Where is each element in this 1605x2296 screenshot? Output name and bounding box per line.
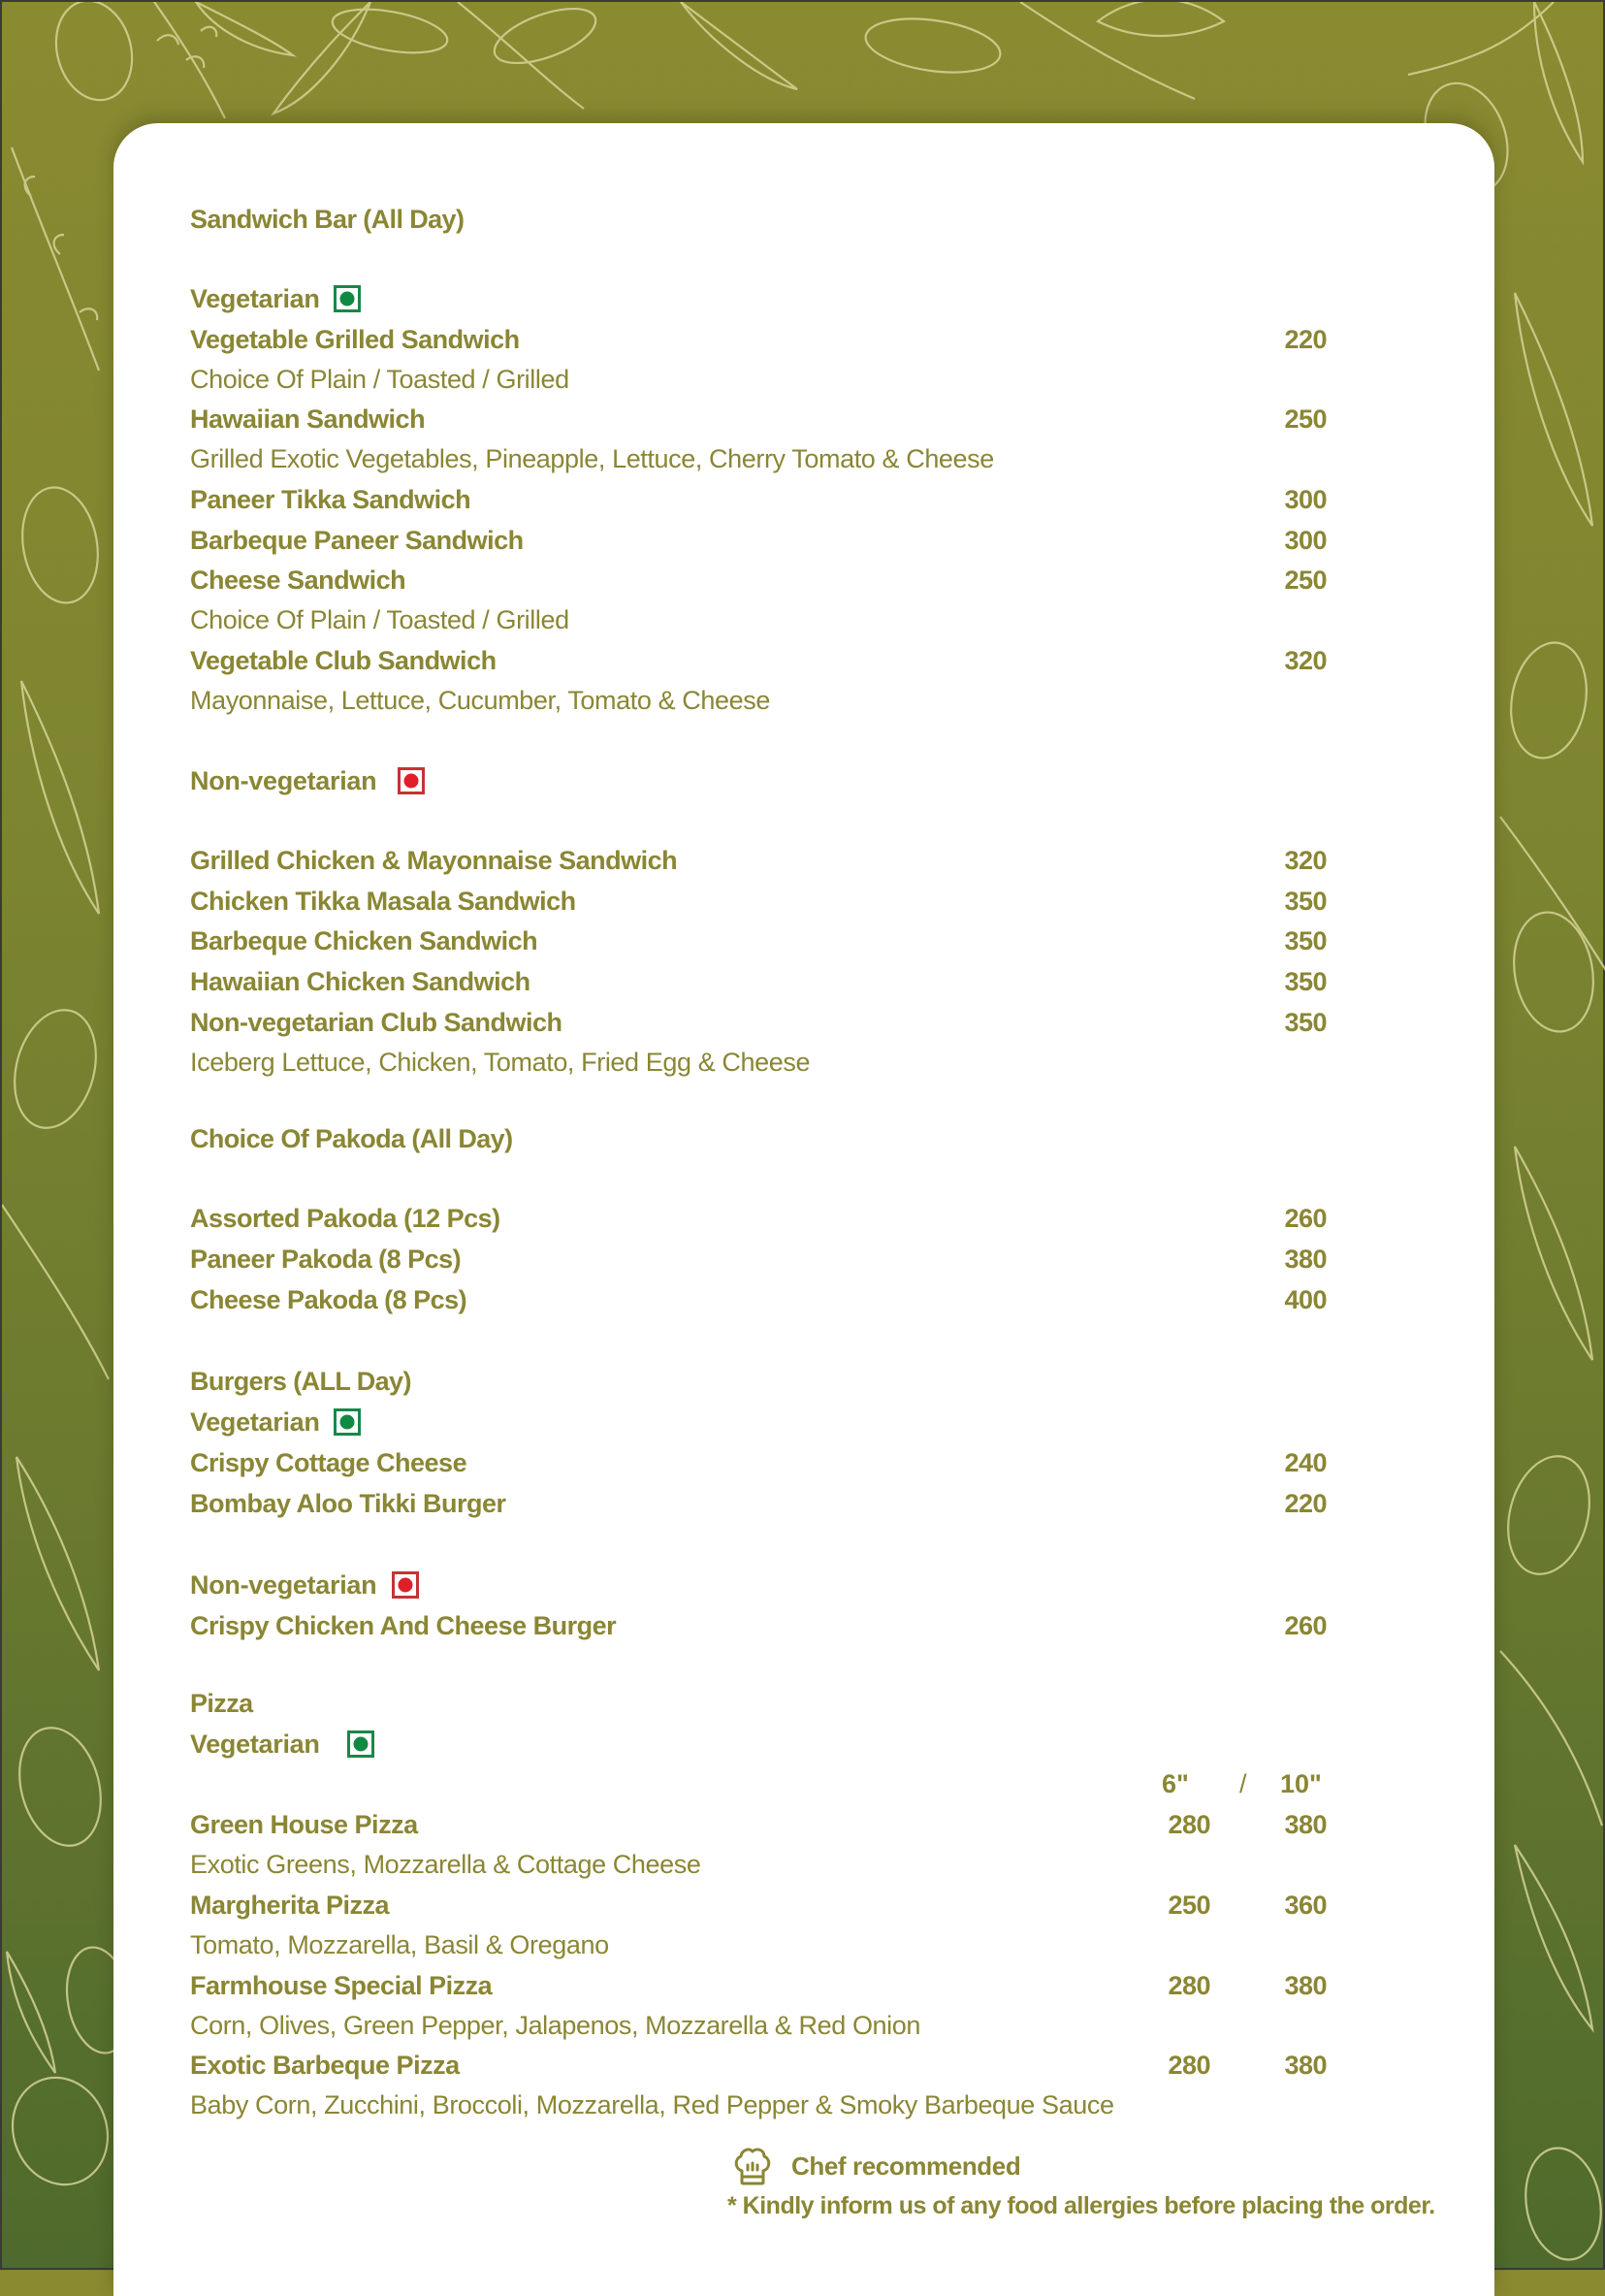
menu-item-price-large: 380 xyxy=(1284,1971,1327,2000)
menu-item-price: 320 xyxy=(1284,846,1327,875)
section-title-sandwich: Sandwich Bar (All Day) xyxy=(190,205,465,234)
menu-item-name: Crispy Chicken And Cheese Burger xyxy=(190,1611,617,1640)
menu-item-name: Crispy Cottage Cheese xyxy=(190,1448,467,1477)
menu-item-price: 320 xyxy=(1284,646,1327,675)
burgers-nonveg-header xyxy=(190,1568,419,1601)
diet-label: Non-vegetarian xyxy=(190,766,377,795)
menu-item-name: Hawaiian Sandwich xyxy=(190,404,426,434)
section-title-pizza: Pizza xyxy=(190,1689,253,1718)
menu-item-desc: Iceberg Lettuce, Chicken, Tomato, Fried Egg & Cheese xyxy=(190,1048,811,1077)
menu-item-name: Cheese Sandwich xyxy=(190,566,406,595)
nonveg-icon xyxy=(398,767,425,794)
menu-item-name: Paneer Tikka Sandwich xyxy=(190,485,471,514)
menu-item-price: 380 xyxy=(1284,1245,1327,1274)
menu-item-price-large: 360 xyxy=(1284,1891,1327,1920)
diet-label: Non-vegetarian xyxy=(190,1570,377,1600)
size-small-header: 6" xyxy=(1162,1769,1189,1798)
menu-item-name: Barbeque Paneer Sandwich xyxy=(190,526,524,555)
diet-label: Vegetarian xyxy=(190,284,320,313)
sandwich-veg-header xyxy=(190,282,361,315)
menu-item-price-small: 250 xyxy=(1168,1891,1210,1920)
size-large-header: 10" xyxy=(1280,1769,1322,1798)
chef-recommended-label: Chef recommended xyxy=(791,2150,1021,2181)
menu-item-price: 220 xyxy=(1284,1489,1327,1518)
chef-hat-icon xyxy=(733,2146,772,2186)
menu-item-price: 250 xyxy=(1284,566,1327,595)
menu-item-price: 260 xyxy=(1284,1611,1327,1640)
menu-item-desc: Mayonnaise, Lettuce, Cucumber, Tomato & Cheese xyxy=(190,686,770,715)
veg-icon xyxy=(347,1730,374,1758)
diet-label: Vegetarian xyxy=(190,1730,320,1759)
menu-item-desc: Choice Of Plain / Toasted / Grilled xyxy=(190,365,569,394)
menu-item-price-small: 280 xyxy=(1168,2051,1210,2080)
menu-item-price: 240 xyxy=(1284,1448,1327,1477)
size-separator: / xyxy=(1239,1769,1247,1798)
menu-item-name: Non-vegetarian Club Sandwich xyxy=(190,1008,562,1037)
menu-item-name: Farmhouse Special Pizza xyxy=(190,1971,493,2000)
menu-item-price: 300 xyxy=(1284,485,1327,514)
nonveg-icon xyxy=(392,1571,419,1599)
chef-recommended-legend xyxy=(733,2146,1020,2186)
menu-item-price-large: 380 xyxy=(1284,2051,1327,2080)
menu-item-name: Vegetable Grilled Sandwich xyxy=(190,325,520,354)
menu-item-desc: Exotic Greens, Mozzarella & Cottage Cheese xyxy=(190,1850,701,1879)
menu-item-desc: Corn, Olives, Green Pepper, Jalapenos, Mozzarella & Red Onion xyxy=(190,2011,920,2040)
section-title-pakoda: Choice Of Pakoda (All Day) xyxy=(190,1124,513,1153)
veg-icon xyxy=(334,285,361,312)
burgers-veg-header xyxy=(190,1406,361,1439)
menu-item-price-small: 280 xyxy=(1168,1971,1210,2000)
veg-icon xyxy=(334,1408,361,1436)
menu-item-name: Vegetable Club Sandwich xyxy=(190,646,497,675)
menu-item-name: Paneer Pakoda (8 Pcs) xyxy=(190,1245,462,1274)
menu-item-name: Bombay Aloo Tikki Burger xyxy=(190,1489,506,1518)
menu-item-desc: Grilled Exotic Vegetables, Pineapple, Lettuce, Cherry Tomato & Cheese xyxy=(190,444,994,473)
menu-item-price-small: 280 xyxy=(1168,1810,1210,1839)
menu-item-price: 300 xyxy=(1284,526,1327,555)
menu-item-name: Grilled Chicken & Mayonnaise Sandwich xyxy=(190,846,678,875)
menu-item-price: 350 xyxy=(1284,887,1327,916)
menu-item-name: Green House Pizza xyxy=(190,1810,418,1839)
menu-item-price: 350 xyxy=(1284,967,1327,996)
menu-item-desc: Choice Of Plain / Toasted / Grilled xyxy=(190,605,569,634)
menu-item-name: Exotic Barbeque Pizza xyxy=(190,2051,460,2080)
menu-item-name: Assorted Pakoda (12 Pcs) xyxy=(190,1204,500,1233)
menu-item-price: 350 xyxy=(1284,926,1327,955)
menu-item-price: 250 xyxy=(1284,404,1327,434)
diet-label: Vegetarian xyxy=(190,1407,320,1437)
menu-item-name: Barbeque Chicken Sandwich xyxy=(190,926,538,955)
allergy-note: * Kindly inform us of any food allergies before placing the order. xyxy=(727,2192,1435,2219)
menu-item-desc: Tomato, Mozzarella, Basil & Oregano xyxy=(190,1930,609,1959)
pizza-veg-header xyxy=(190,1728,374,1761)
sandwich-nonveg-header xyxy=(190,764,425,797)
menu-item-name: Chicken Tikka Masala Sandwich xyxy=(190,887,576,916)
menu-item-price: 400 xyxy=(1284,1285,1327,1314)
section-title-burgers: Burgers (ALL Day) xyxy=(190,1367,411,1396)
menu-item-price: 350 xyxy=(1284,1008,1327,1037)
menu-item-price-large: 380 xyxy=(1284,1810,1327,1839)
menu-item-name: Margherita Pizza xyxy=(190,1891,390,1920)
menu-item-price: 260 xyxy=(1284,1204,1327,1233)
menu-item-price: 220 xyxy=(1284,325,1327,354)
menu-item-desc: Baby Corn, Zucchini, Broccoli, Mozzarella, Red Pepper & Smoky Barbeque Sauce xyxy=(190,2090,1114,2119)
menu-item-name: Cheese Pakoda (8 Pcs) xyxy=(190,1285,467,1314)
menu-item-name: Hawaiian Chicken Sandwich xyxy=(190,967,530,996)
